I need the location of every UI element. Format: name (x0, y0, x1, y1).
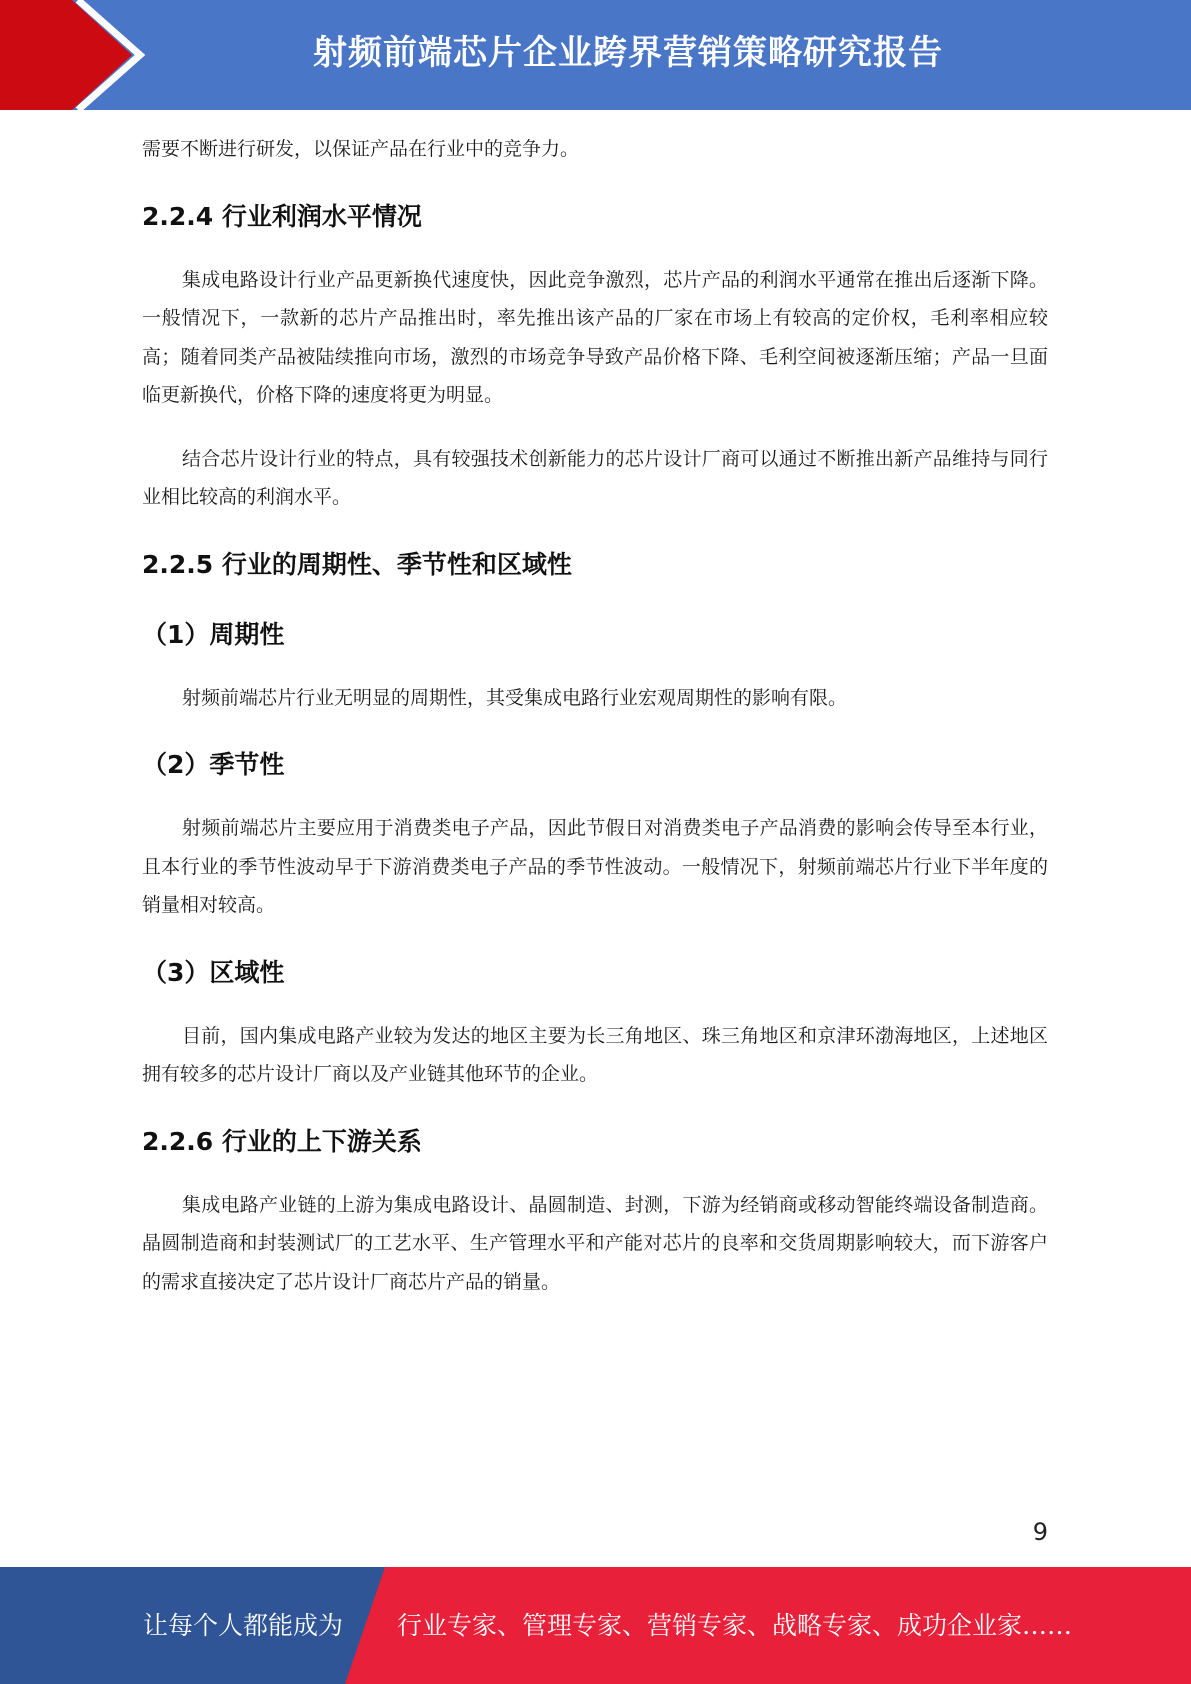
paragraph-continuation: 需要不断进行研发，以保证产品在行业中的竞争力。 (142, 138, 580, 160)
page-number: 9 (1032, 1518, 1048, 1546)
subheading-seasonality: （2）季节性 (142, 750, 285, 779)
page-header (0, 0, 1191, 110)
chevron-arrow-icon (0, 0, 160, 110)
paragraph: 集成电路设计行业产品更新换代速度快，因此竞争激烈，芯片产品的利润水平通常在推出后逐渐下降。一般情况下，一款新的芯片产品推出时，率先推出该产品的厂家在市场上有较高的定价权，毛利率相应较高；随着同类产品被陆续推向市场，激烈的市场竞争导致产品价格下降、毛利空间被逐渐压缩；产品一旦面临更新换代，价格下降的速度将更为明显。 (142, 268, 1048, 406)
paragraph: 目前，国内集成电路产业较为发达的地区主要为长三角地区、珠三角地区和京津环渤海地区，上述地区拥有较多的芯片设计厂商以及产业链其他环节的企业。 (142, 1024, 1048, 1085)
report-title: 射频前端芯片企业跨界营销策略研究报告 (313, 33, 943, 73)
page-footer (0, 1567, 1191, 1684)
section-heading-2-2-6: 2.2.6 行业的上下游关系 (142, 1126, 422, 1156)
section-heading-2-2-4: 2.2.4 行业利润水平情况 (142, 201, 422, 231)
section-heading-2-2-5: 2.2.5 行业的周期性、季节性和区域性 (142, 549, 572, 579)
subheading-cyclicality: （1）周期性 (142, 619, 285, 649)
subheading-regionality: （3）区域性 (142, 957, 285, 987)
document-body (142, 130, 1048, 1301)
footer-slogan-left: 让每个人都能成为 (143, 1611, 344, 1640)
footer-slogan-right: 行业专家、管理专家、营销专家、战略专家、成功企业家…… (397, 1611, 1073, 1640)
paragraph: 结合芯片设计行业的特点，具有较强技术创新能力的芯片设计厂商可以通过不断推出新产品维持与同行业相比较高的利润水平。 (142, 447, 1048, 508)
paragraph: 射频前端芯片主要应用于消费类电子产品，因此节假日对消费类电子产品消费的影响会传导至本行业，且本行业的季节性波动早于下游消费类电子产品的季节性波动。一般情况下，射频前端芯片行业下半年度的销量相对较高。 (142, 817, 1048, 916)
paragraph: 集成电路产业链的上游为集成电路设计、晶圆制造、封测，下游为经销商或移动智能终端设备制造商。晶圆制造商和封装测试厂的工艺水平、生产管理水平和产能对芯片的良率和交货周期影响较大，而下游客户的需求直接决定了芯片设计厂商芯片产品的销量。 (142, 1193, 1048, 1293)
paragraph: 射频前端芯片行业无明显的周期性，其受集成电路行业宏观周期性的影响有限。 (182, 686, 848, 709)
